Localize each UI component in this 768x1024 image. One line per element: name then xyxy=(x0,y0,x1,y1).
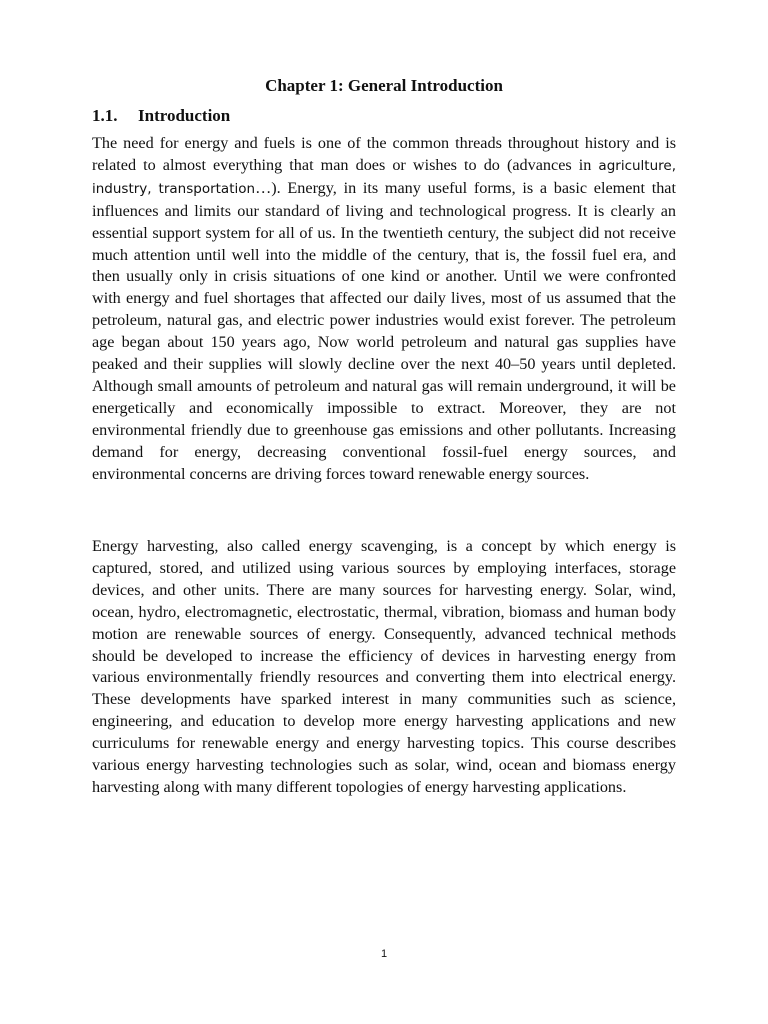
paragraph-1-text-a: The need for energy and fuels is one of the common threads throughout history and is related to almost everything that man does or wishes to do (advances in xyxy=(92,134,676,174)
paragraph-2: Energy harvesting, also called energy scavenging, is a concept by which energy is captured, stored, and utilized using various sources by employing interfaces, storage devices, and other units. There are many sources for harvesting energy. Solar, wind, ocean, hydro, electromagnetic, electrostatic, thermal, vibration, biomass and human body motion are renewable sources of energy. Consequently, advanced technical methods should be developed to increase the efficiency of devices in harvesting energy from various environmentally friendly resources and converting them into electrical energy. These developments have sparked interest in many communities such as science, engineering, and education to develop more energy harvesting applications and new curriculums for renewable energy and energy harvesting topics. This course describes various energy harvesting technologies such as solar, wind, ocean and biomass energy harvesting along with many different topologies of energy harvesting applications. xyxy=(92,537,676,796)
chapter-title: Chapter 1: General Introduction xyxy=(265,76,503,95)
paragraph-1-text-b: …). Energy, in its many useful forms, is a basic element that influences and limits our standard of living and technological progress. It is clearly an essential support system for all of us. In the twentieth century, the subject did not receive much attention until well into the middle of the century, that is, the fossil fuel era, and then usually only in crisis situations of one kind or another. Until we were confronted with energy and fuel shortages that affected our daily lives, most of us assumed that the petroleum, natural gas, and electric power industries would exist forever. The petroleum age began about 150 years ago, Now world petroleum and natural gas supplies have peaked and their supplies will slowly decline over the next 40–50 years until depleted. Although small amounts of petroleum and natural gas will remain underground, it will be energetically and economically impossible to extract. Moreover, they are not environmental friendly due to greenhouse gas emissions and other pollutants. Increasing demand for energy, decreasing conventional fossil-fuel energy sources, and environmental concerns are driving forces toward renewable energy sources. xyxy=(92,178,676,483)
section-number: 1.1. xyxy=(92,106,118,125)
paragraph-1 xyxy=(92,133,676,486)
page-number: 1 xyxy=(380,948,388,960)
section-title: Introduction xyxy=(138,106,231,125)
paragraph-1-emphasis: agriculture, industry, transportation xyxy=(92,157,676,197)
section-heading xyxy=(92,106,230,126)
